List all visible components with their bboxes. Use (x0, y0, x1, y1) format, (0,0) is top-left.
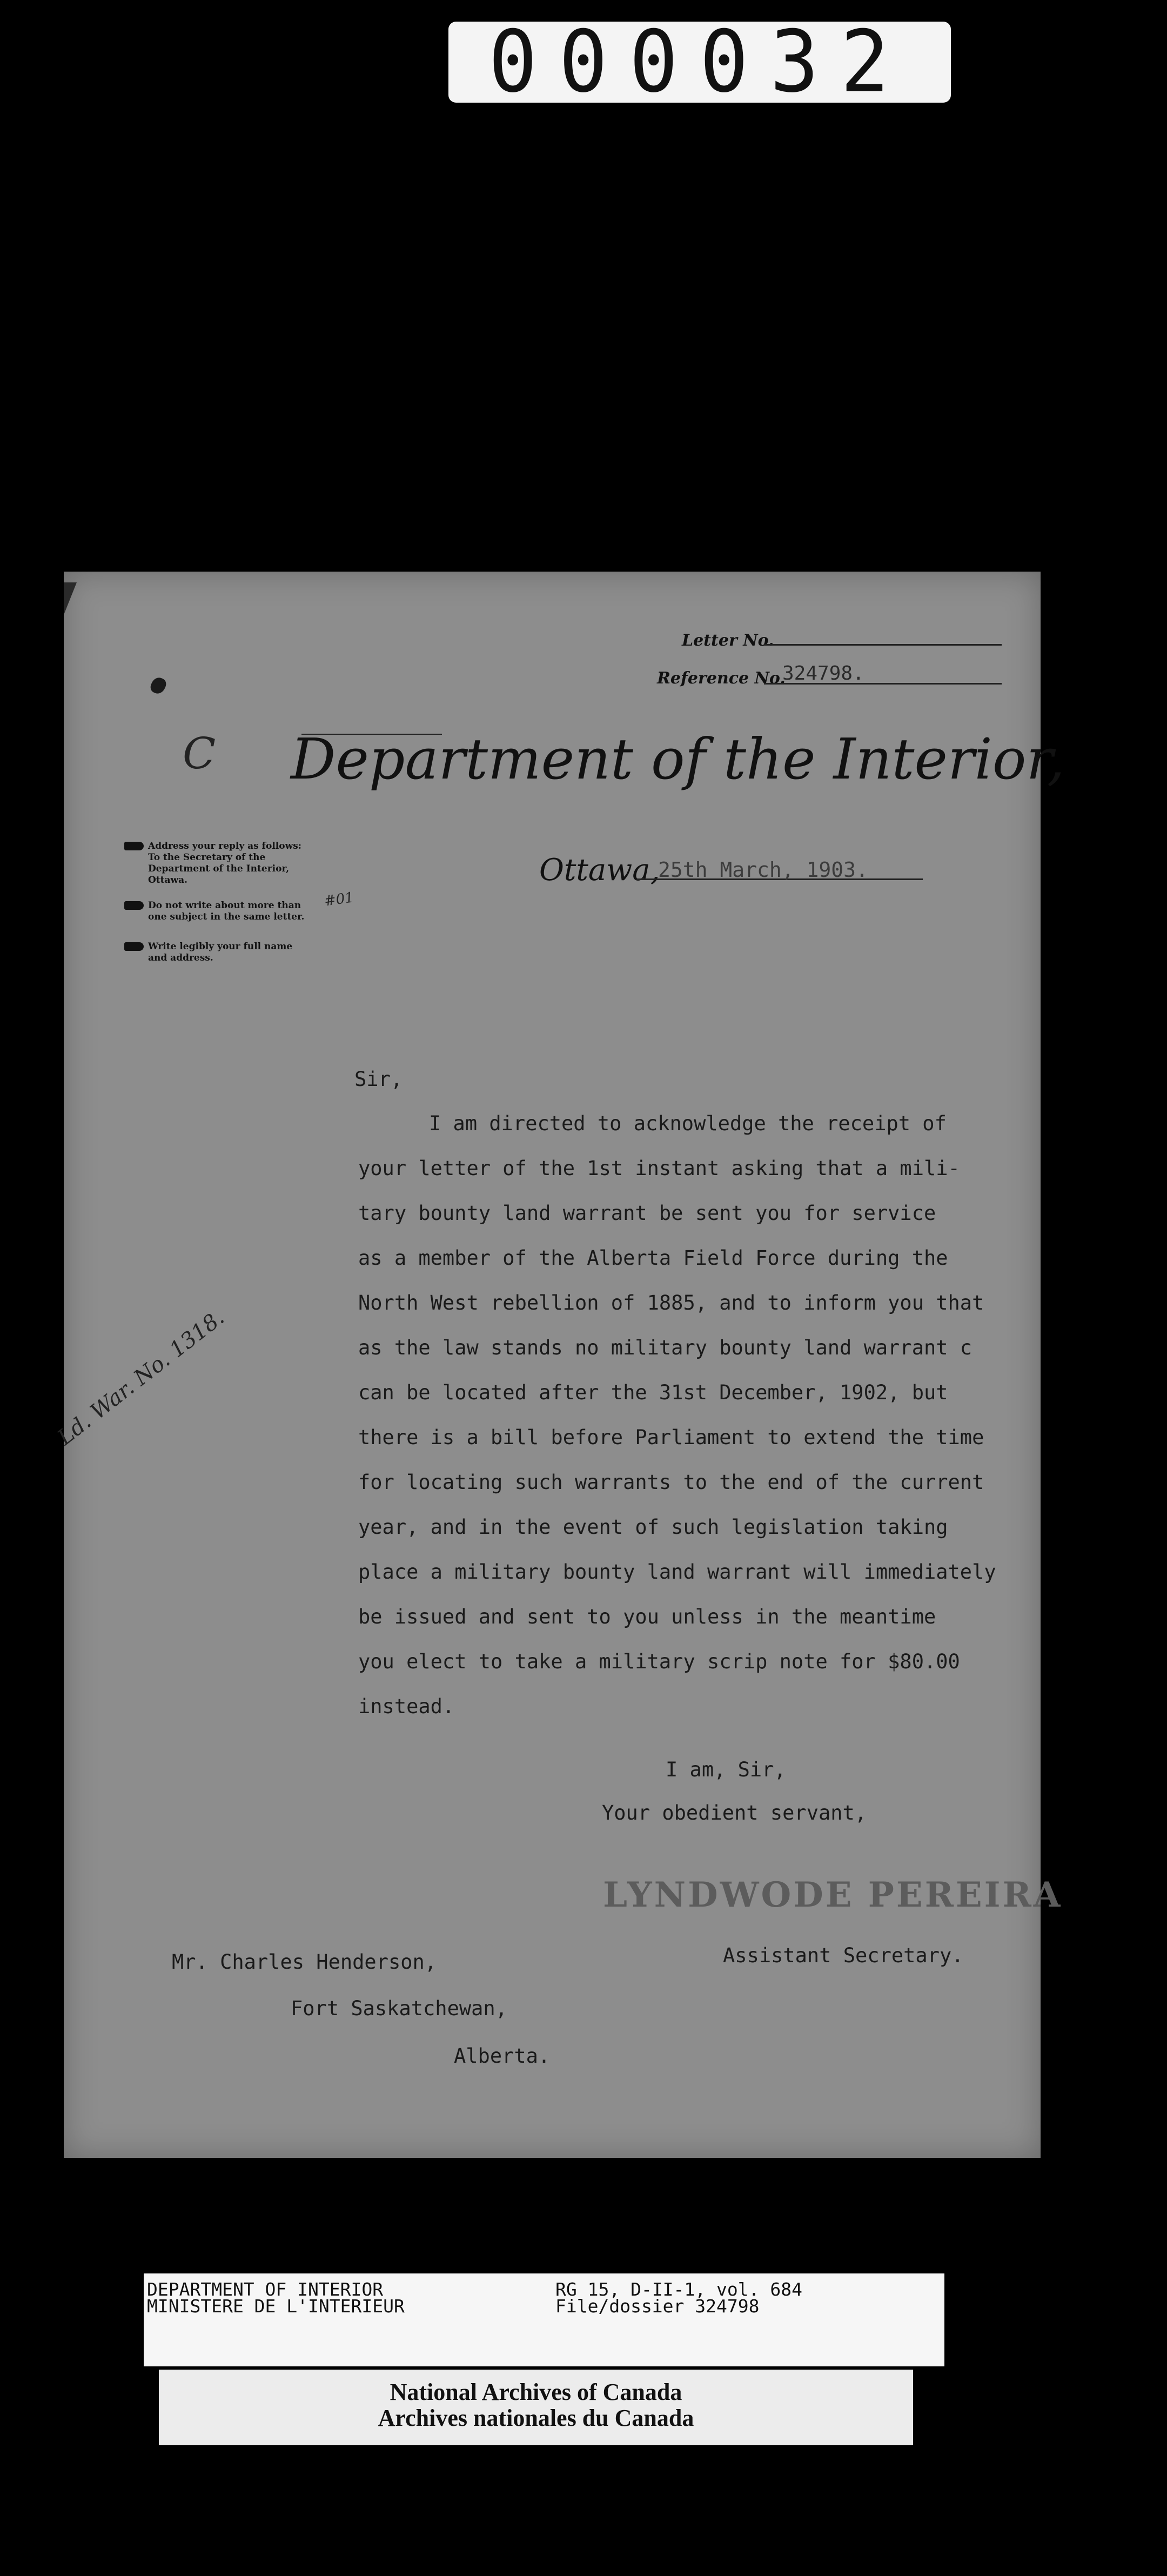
archives-label (159, 2370, 913, 2445)
body-line: as the law stands no military bounty land warrant c (358, 1336, 972, 1359)
body-line: instead. (358, 1695, 455, 1718)
rg-reference: RG 15, D-II-1, vol. 684 (555, 2279, 802, 2300)
body-line: you elect to take a military scrip note for $80.00 (358, 1650, 960, 1673)
signature-stamp: LYNDWODE PEREIRA (603, 1875, 1063, 1915)
letter-date: 25th March, 1903. (658, 858, 868, 882)
file-reference: File/dossier 324798 (555, 2296, 760, 2317)
pointing-hand-icon (124, 901, 144, 910)
archives-fr: Archives nationales du Canada (378, 2405, 694, 2431)
closing: I am, Sir, (666, 1758, 786, 1781)
signatory-title: Assistant Secretary. (723, 1944, 964, 1967)
body-line: there is a bill before Parliament to extend the time (358, 1426, 984, 1449)
letter-no-line (764, 644, 1002, 646)
pointing-hand-icon (124, 842, 144, 850)
body-line: as a member of the Alberta Field Force during the (358, 1246, 948, 1270)
dept-en: DEPARTMENT OF INTERIOR (147, 2279, 384, 2300)
recipient-name: Mr. Charles Henderson, (172, 1950, 437, 1974)
department-title: Department of the Interior, (291, 726, 1065, 792)
frame-number: 000032 (488, 12, 911, 112)
reference-no-value: 324798. (782, 662, 864, 685)
dept-fr: MINISTERE DE L'INTERIEUR (147, 2296, 405, 2317)
body-line: place a military bounty land warrant will immediately (358, 1560, 996, 1584)
reply-instructions (124, 841, 319, 976)
letter-sheet (53, 572, 1065, 2158)
archives-en: National Archives of Canada (390, 2379, 682, 2405)
interline-note: #01 (323, 889, 355, 910)
corner-fold (64, 582, 77, 615)
ink-dot (149, 675, 168, 696)
body-line: year, and in the event of such legislation taking (358, 1515, 948, 1539)
archive-reference-label (144, 2273, 944, 2366)
closing-2: Your obedient servant, (602, 1801, 867, 1824)
corner-mark: C (183, 728, 216, 779)
instruction-item: Write legibly your full name and address. (124, 941, 319, 964)
salutation: Sir, (354, 1068, 403, 1091)
margin-note: Ld. War. No. 1318. (53, 1305, 229, 1451)
instruction-item: Do not write about more than one subject in the same letter. (124, 900, 319, 923)
body-line: I am directed to acknowledge the receipt of (429, 1112, 947, 1135)
body-line: your letter of the 1st instant asking that a mili- (358, 1157, 960, 1180)
pointing-hand-icon (124, 942, 144, 951)
place-label: Ottawa, (539, 853, 660, 888)
reference-no-label: Reference No. (657, 669, 786, 688)
body-line: be issued and sent to you unless in the meantime (358, 1605, 936, 1628)
body-line: for locating such warrants to the end of the current (358, 1471, 984, 1494)
instruction-item: Address your reply as follows: To the Secretary of the Department of the Interior, Ottawa. (124, 841, 319, 886)
body-line: can be located after the 31st December, 1902, but (358, 1381, 948, 1404)
frame-number-tab (448, 12, 951, 112)
body-line: North West rebellion of 1885, and to inform you that (358, 1291, 984, 1314)
body-line: tary bounty land warrant be sent you for service (358, 1202, 936, 1225)
recipient-place: Fort Saskatchewan, (291, 1997, 507, 2020)
recipient-province: Alberta. (454, 2044, 551, 2068)
letter-no-label: Letter No. (682, 631, 774, 650)
